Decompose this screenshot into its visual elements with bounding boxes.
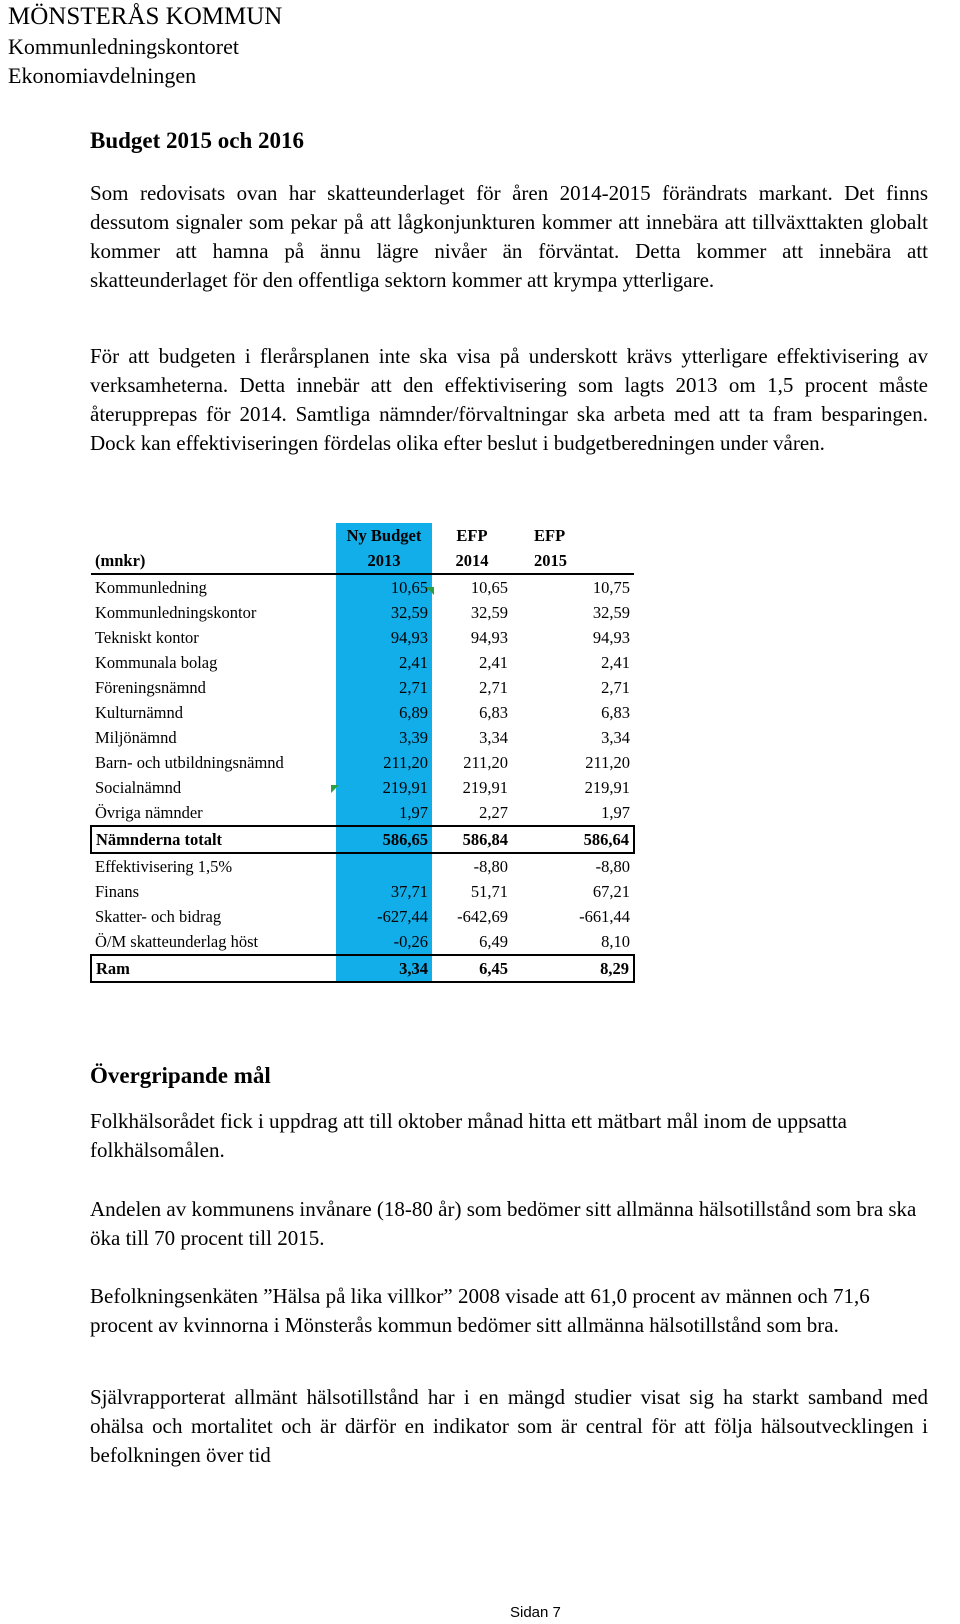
table-row: Kommunala bolag 2,41 2,41 2,41 <box>91 650 634 675</box>
page-number: Sidan 7 <box>510 1604 561 1621</box>
table-body-other <box>91 853 634 955</box>
table-row: Övriga nämnder 1,97 2,27 1,97 <box>91 800 634 826</box>
budget-heading: Budget 2015 och 2016 <box>90 128 305 153</box>
table-row: Kommunledning 10,65 10,65 10,75 <box>91 574 634 600</box>
table-row: Miljönämnd 3,39 3,34 3,34 <box>91 725 634 750</box>
goal-paragraph-1: Folkhälsorådet fick i uppdrag att till oktober månad hitta ett mätbart mål inom de uppsatta folkhälsomålen. <box>90 1109 847 1162</box>
budget-paragraph-1: Som redovisats ovan har skatteunderlaget för åren 2014-2015 förändrats markant. Det finns dessutom signaler som pekar på att lågkonjunkturen kommer att innebära att tillväxttakten globalt kommer att hamna på ännu lägre nivåer än förväntat. Detta kommer att innebära att skatteunderlaget för den offentliga sektorn kommer att krympa ytterligare. <box>90 181 928 292</box>
table-row: Finans 37,71 51,71 67,21 <box>91 879 634 904</box>
budget-table <box>90 523 635 983</box>
table-total-row: Ram 3,34 6,45 8,29 <box>91 955 634 982</box>
table-subtotal-row: Nämnderna totalt 586,65 586,84 586,64 <box>91 826 634 853</box>
table-row: Skatter- och bidrag -627,44 -642,69 -661,44 <box>91 904 634 929</box>
table-row: Föreningsnämnd 2,71 2,71 2,71 <box>91 675 634 700</box>
col-header-2014-top: EFP <box>456 526 488 545</box>
table-row: Kommunledningskontor 32,59 32,59 32,59 <box>91 600 634 625</box>
goal-paragraph-3: Befolkningsenkäten ”Hälsa på lika villkor” 2008 visade att 61,0 procent av männen och 71,6 procent av kvinnorna i Mönsterås kommun bedömer sitt allmänna hälsotillstånd som bra. <box>90 1284 870 1337</box>
table-row: Ö/M skatteunderlag höst -0,26 6,49 8,10 <box>91 929 634 955</box>
budget-paragraph-2: För att budgeten i flerårsplanen inte ska visa på underskott krävs ytterligare effektivisering av verksamheterna. Detta innebär att den effektivisering som lagts 2013 om 1,5 procent måste återupprepas för 2014. Samtliga nämnder/förvaltningar ska arbeta med att ta fram besparingen. Dock kan effektiviseringen fördelas olika efter beslut i budgetberedningen under våren. <box>90 344 928 455</box>
cell-comment-marker <box>426 587 434 595</box>
goal-paragraph-4: Självrapporterat allmänt hälsotillstånd har i en mängd studier visat sig ha starkt samband med ohälsa och mortalitet och är därför en indikator som är central för att följa hälsoutvecklingen i befolkningen över tid <box>90 1385 928 1467</box>
unit-label: (mnkr) <box>91 548 336 574</box>
table-row: Barn- och utbildningsnämnd 211,20 211,20 211,20 <box>91 750 634 775</box>
col-header-2013: 2013 <box>336 548 432 574</box>
goal-paragraph-2: Andelen av kommunens invånare (18-80 år) som bedömer sitt allmänna hälsotillstånd som bra ska öka till 70 procent till 2015. <box>90 1197 917 1250</box>
org-name: MÖNSTERÅS KOMMUN <box>8 3 283 30</box>
table-header-row-1 <box>91 523 634 548</box>
table-row: Tekniskt kontor 94,93 94,93 94,93 <box>91 625 634 650</box>
table-body-nämnder <box>91 574 634 826</box>
page-header <box>8 2 282 90</box>
table-row: Kulturnämnd 6,89 6,83 6,83 <box>91 700 634 725</box>
goal-heading: Övergripande mål <box>90 1063 271 1088</box>
col-header-2015: 2015 <box>512 548 634 574</box>
col-header-2015-top: EFP <box>534 526 566 545</box>
dept-name: Kommunledningskontoret <box>8 34 239 59</box>
col-header-2013-top: Ny Budget <box>336 523 432 548</box>
division-name: Ekonomiavdelningen <box>8 63 197 88</box>
table-header-row-2 <box>91 548 634 574</box>
table-row: Socialnämnd 219,91 219,91 219,91 <box>91 775 634 800</box>
col-header-2014: 2014 <box>432 548 512 574</box>
cell-comment-marker <box>331 785 339 793</box>
table-row: Effektivisering 1,5% -8,80 -8,80 <box>91 853 634 879</box>
